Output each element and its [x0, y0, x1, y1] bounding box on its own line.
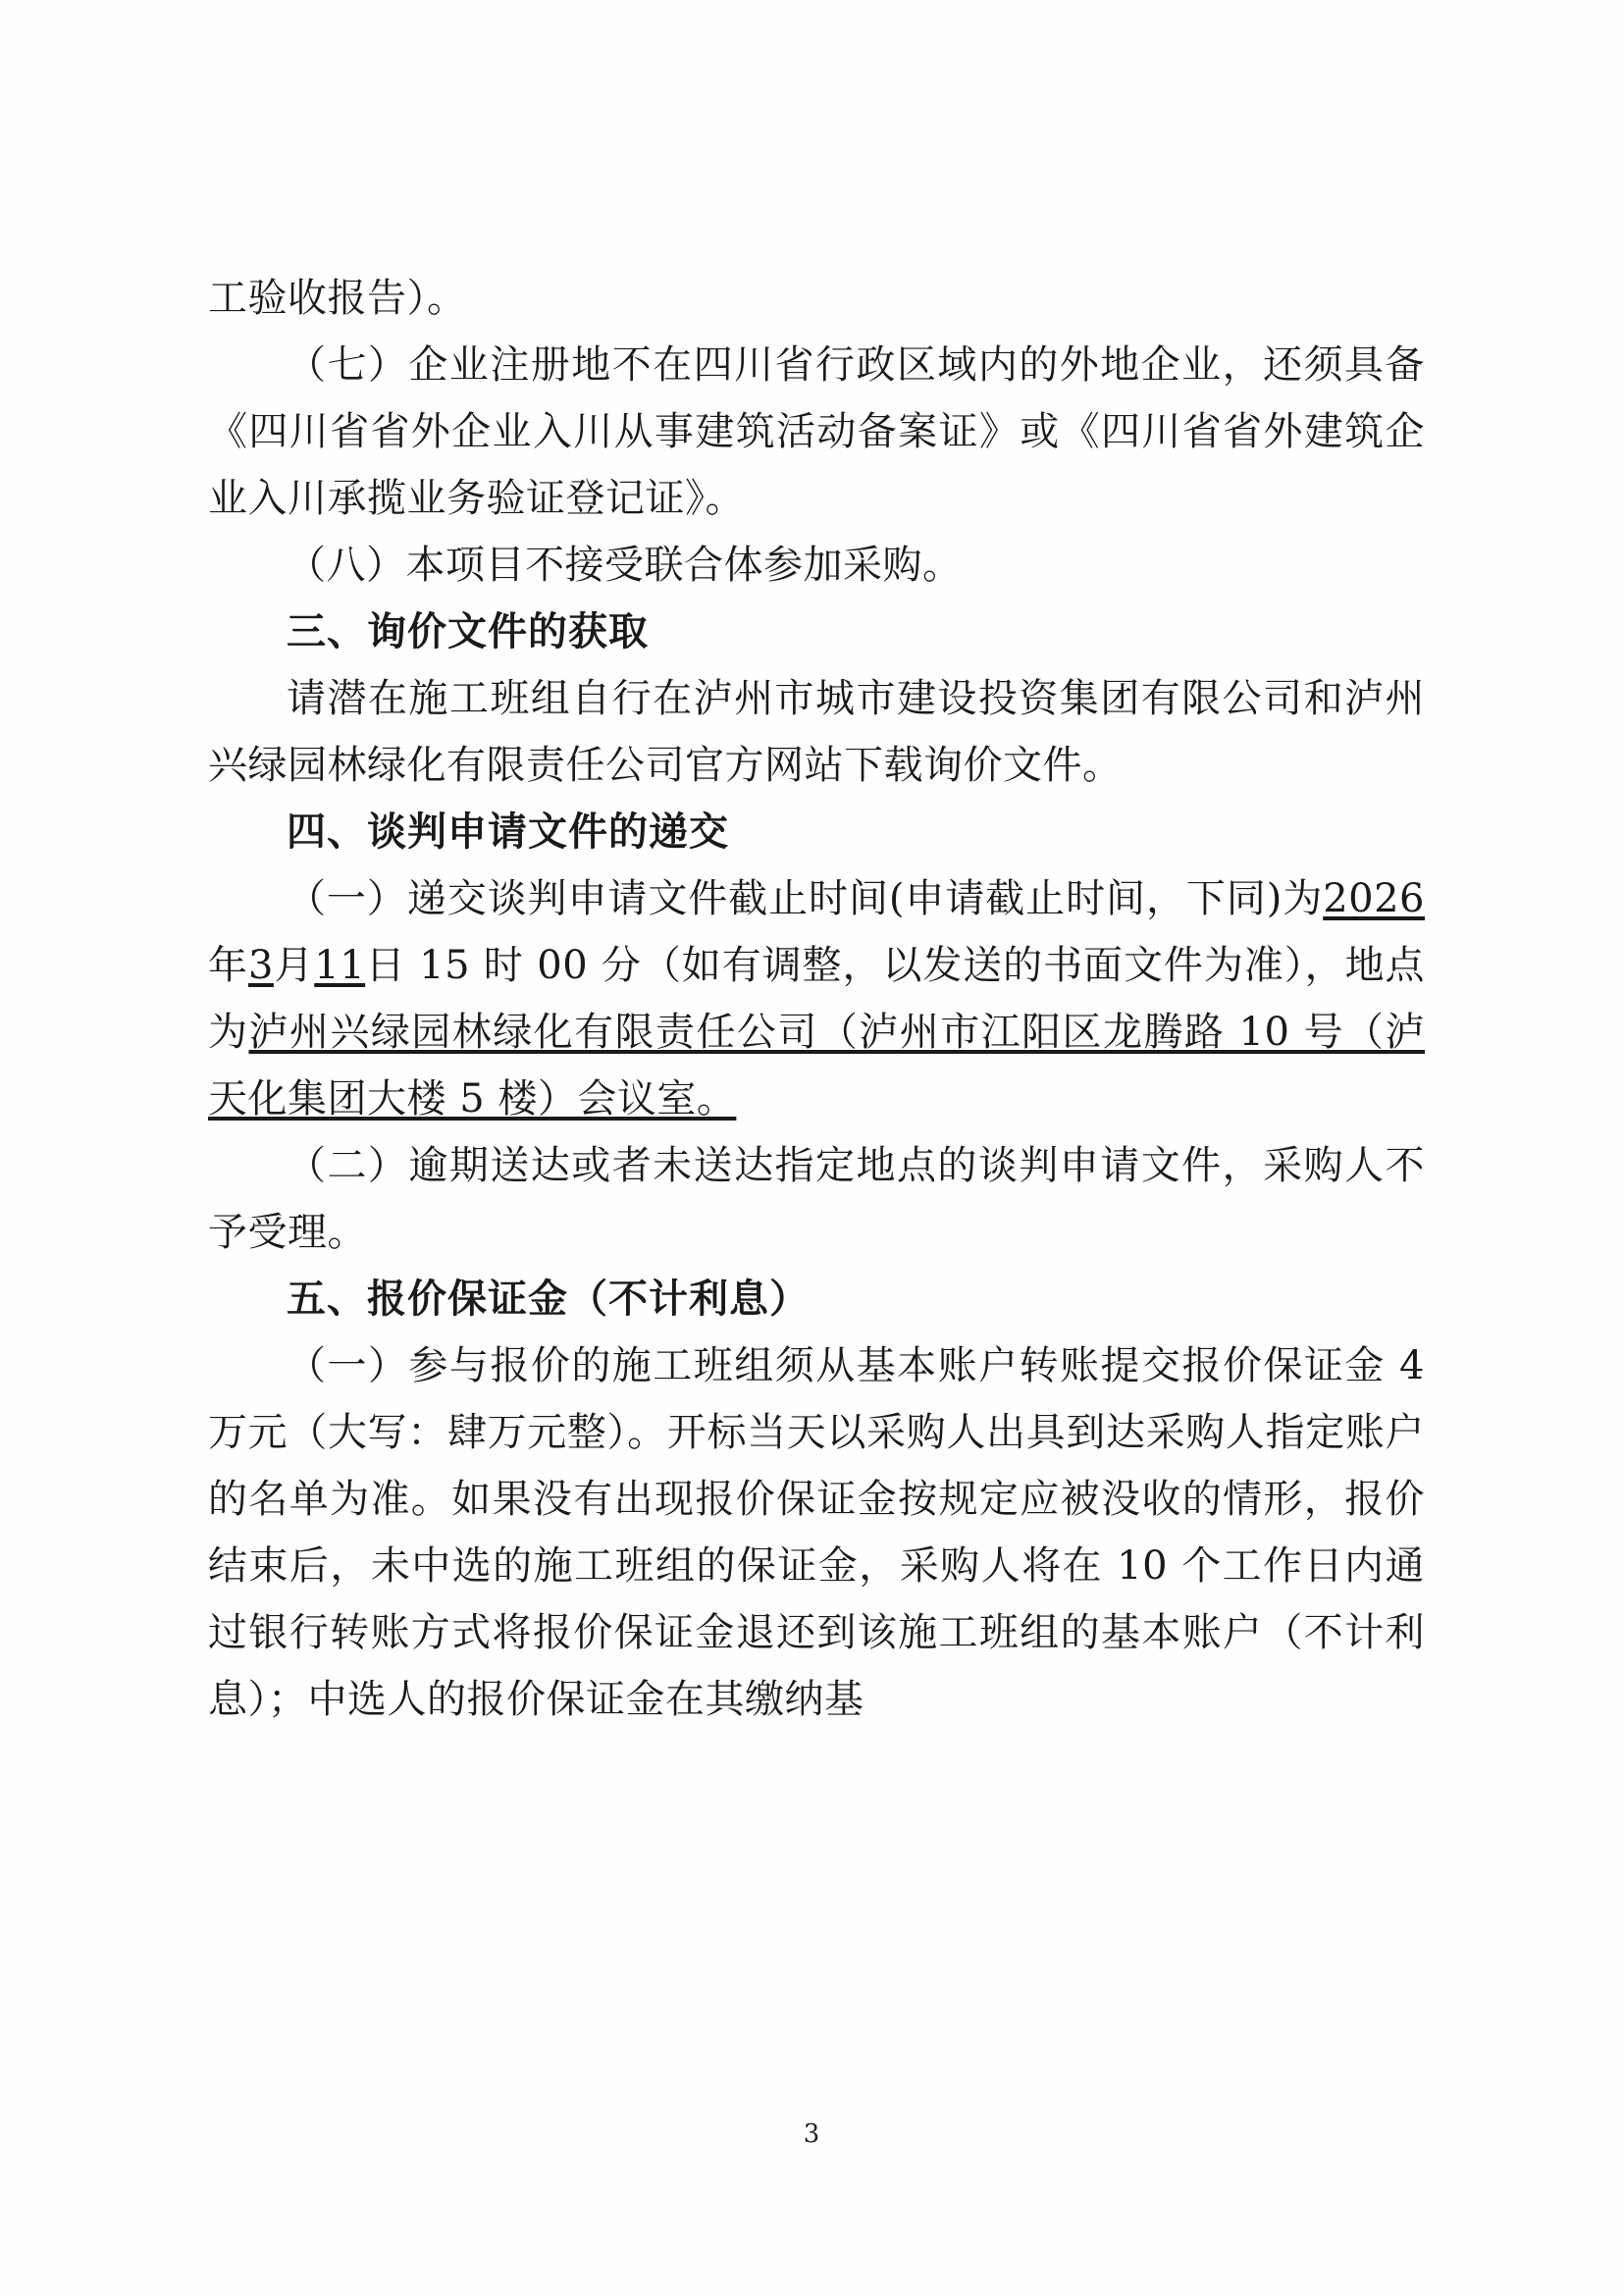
paragraph-section-4-item-2: （二）逾期送达或者未送达指定地点的谈判申请文件，采购人不予受理。 [208, 1143, 1425, 1255]
paragraph-section-4-item-1-run-4: 月 [273, 943, 315, 988]
paragraph-section-4-item-1-run-7: 泸州兴绿园林绿化有限责任公司（泸州市江阳区龙腾路 10 号（泸天化集团大楼 5 楼）会议室。 [208, 1010, 1426, 1122]
paragraph-section-4-item-1-run-1: 2026 [1323, 876, 1425, 921]
paragraph-section-4-item-1-run-2: 年 [208, 943, 248, 988]
paragraph-section-4-item-1-run-3: 3 [247, 943, 274, 988]
document-body [208, 265, 1425, 1733]
paragraph-section-5-item-1: （一）参与报价的施工班组须从基本账户转账提交报价保证金 4 万元（大写：肆万元整）。开标当天以采购人出具到达采购人指定账户的名单为准。如果没有出现报价保证金按规定应被没收的情形，报价结束后，未中选的施工班组的保证金，采购人将在 10 个工作日内通过银行转账方式将报价保证金退还到该施工班组的基本账户（不计利息）；中选人的报价保证金在其缴纳基 [208, 1343, 1425, 1722]
paragraph-item-7: （七）企业注册地不在四川省行政区域内的外地企业，还须具备《四川省省外企业入川从事建筑活动备案证》或《四川省省外建筑企业入川承揽业务验证登记证》。 [208, 342, 1425, 521]
page-number: 3 [803, 2119, 820, 2149]
paragraph-section-3-body: 请潜在施工班组自行在泸州市城市建设投资集团有限公司和泸州兴绿园林绿化有限责任公司官方网站下载询价文件。 [208, 676, 1425, 788]
paragraph-section-4-item-1 [208, 865, 1425, 1132]
paragraph-section-4-item-1-run-5: 11 [314, 943, 366, 988]
paragraph-section-4-item-1-run-6: 日 15 时 00 分（如有调整，以发送的书面文件为准），地点为 [208, 943, 1426, 1055]
heading-section-4: 四、谈判申请文件的递交 [287, 809, 729, 855]
heading-section-3: 三、询价文件的获取 [287, 609, 649, 654]
paragraph-continuation: 工验收报告）。 [208, 276, 467, 321]
heading-section-5: 五、报价保证金（不计利息） [287, 1277, 810, 1322]
paragraph-section-4-item-1-run-0: （一）递交谈判申请文件截止时间(申请截止时间，下同)为 [287, 876, 1324, 921]
paragraph-item-8: （八）本项目不接受联合体参加采购。 [287, 543, 963, 588]
